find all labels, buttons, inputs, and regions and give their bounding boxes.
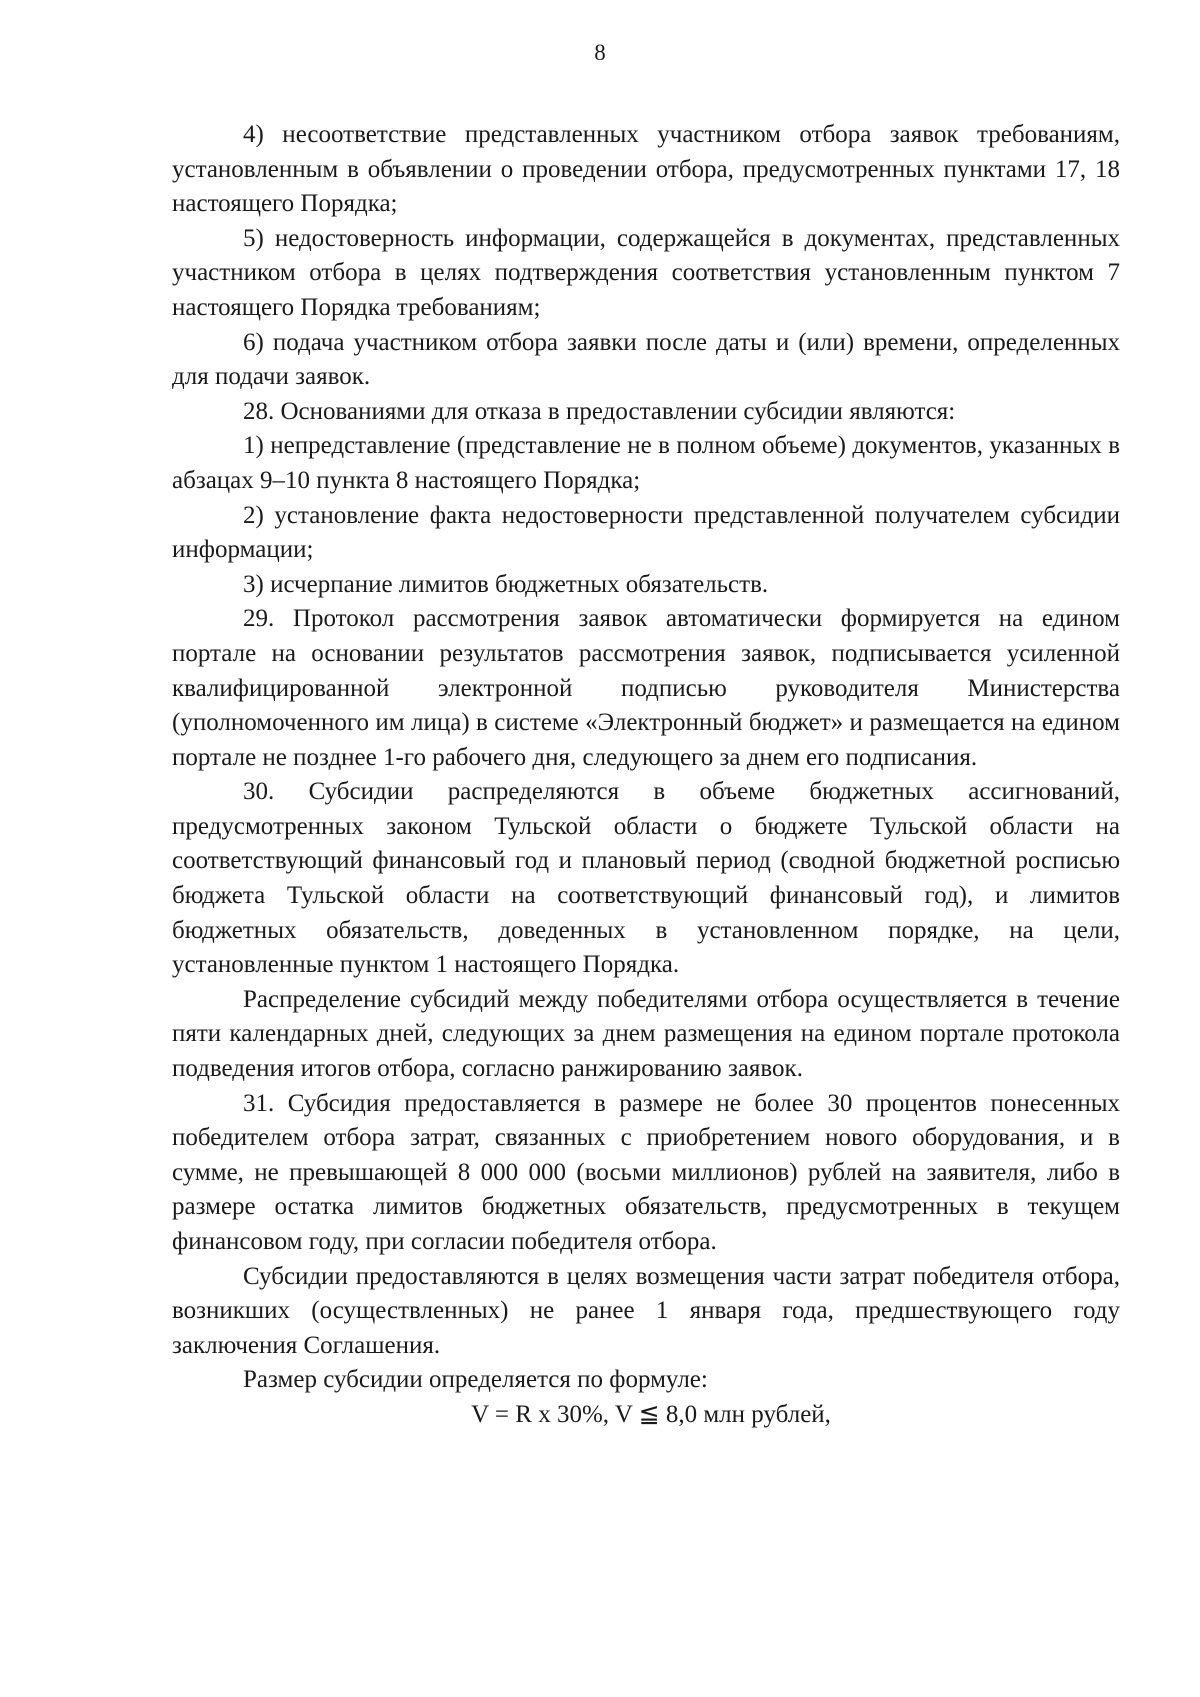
paragraph-item-5: 5) недостоверность информации, содержащейся в документах, представленных участником отбора в целях подтверждения соответствия установленным пунктом 7 настоящего Порядка требованиям; [172, 224, 1120, 321]
paragraph-clause-29: 29. Протокол рассмотрения заявок автоматически формируется на едином портале на основании результатов рассмотрения заявок, подписывается усиленной квалифицированной электронной подписью руководителя Министерства (уполномоченного им лица) в системе «Электронный бюджет» и размещается на едином портале не позднее 1-го рабочего дня, следующего за днем его подписания. [172, 605, 1120, 771]
paragraph-clause-28-item-2: 2) установление факта недостоверности представленной получателем субсидии информации; [172, 501, 1120, 564]
paragraph-formula-intro: Размер субсидии определяется по формуле: [243, 1366, 708, 1394]
paragraph-item-6: 6) подача участником отбора заявки после даты и (или) времени, определенных для подачи заявок. [172, 328, 1120, 391]
paragraph-clause-30: 30. Субсидии распределяются в объеме бюджетных ассигнований, предусмотренных законом Тульской области о бюджете Тульской области на соответствующий финансовый год и плановый период (сводной бюджетной росписью бюджета Тульской области на соответствующий финансовый год), и лимитов бюджетных обязательств, доведенных в установленном порядке, на цели, установленные пунктом 1 настоящего Порядка. [172, 778, 1120, 979]
paragraph-clause-28-item-3: 3) исчерпание лимитов бюджетных обязательств. [243, 570, 769, 598]
paragraph-item-4: 4) несоответствие представленных участником отбора заявок требованиям, установленным в объявлении о проведении отбора, предусмотренных пунктами 17, 18 настоящего Порядка; [172, 121, 1120, 218]
page-number: 8 [594, 40, 606, 65]
paragraph-reimbursement: Субсидии предоставляются в целях возмещения части затрат победителя отбора, возникших (осуществленных) не ранее 1 января года, предшествующего году заключения Соглашения. [172, 1262, 1120, 1359]
formula: V = R x 30%, V ≦ 8,0 млн рублей, [471, 1400, 831, 1428]
document-body [172, 118, 1120, 1433]
paragraph-clause-31: 31. Субсидия предоставляется в размере не более 30 процентов понесенных победителем отбора затрат, связанных с приобретением нового оборудования, и в сумме, не превышающей 8 000 000 (восьми миллионов) рублей на заявителя, либо в размере остатка лимитов бюджетных обязательств, предусмотренных в текущем финансовом году, при согласии победителя отбора. [172, 1089, 1120, 1255]
paragraph-clause-28-item-1: 1) непредставление (представление не в полном объеме) документов, указанных в абзацах 9–10 пункта 8 настоящего Порядка; [172, 432, 1120, 494]
paragraph-clause-28: 28. Основаниями для отказа в предоставлении субсидии являются: [243, 397, 956, 425]
paragraph-distribution: Распределение субсидий между победителями отбора осуществляется в течение пяти календарных дней, следующих за днем размещения на едином портале протокола подведения итогов отбора, согласно ранжированию заявок. [172, 985, 1120, 1083]
